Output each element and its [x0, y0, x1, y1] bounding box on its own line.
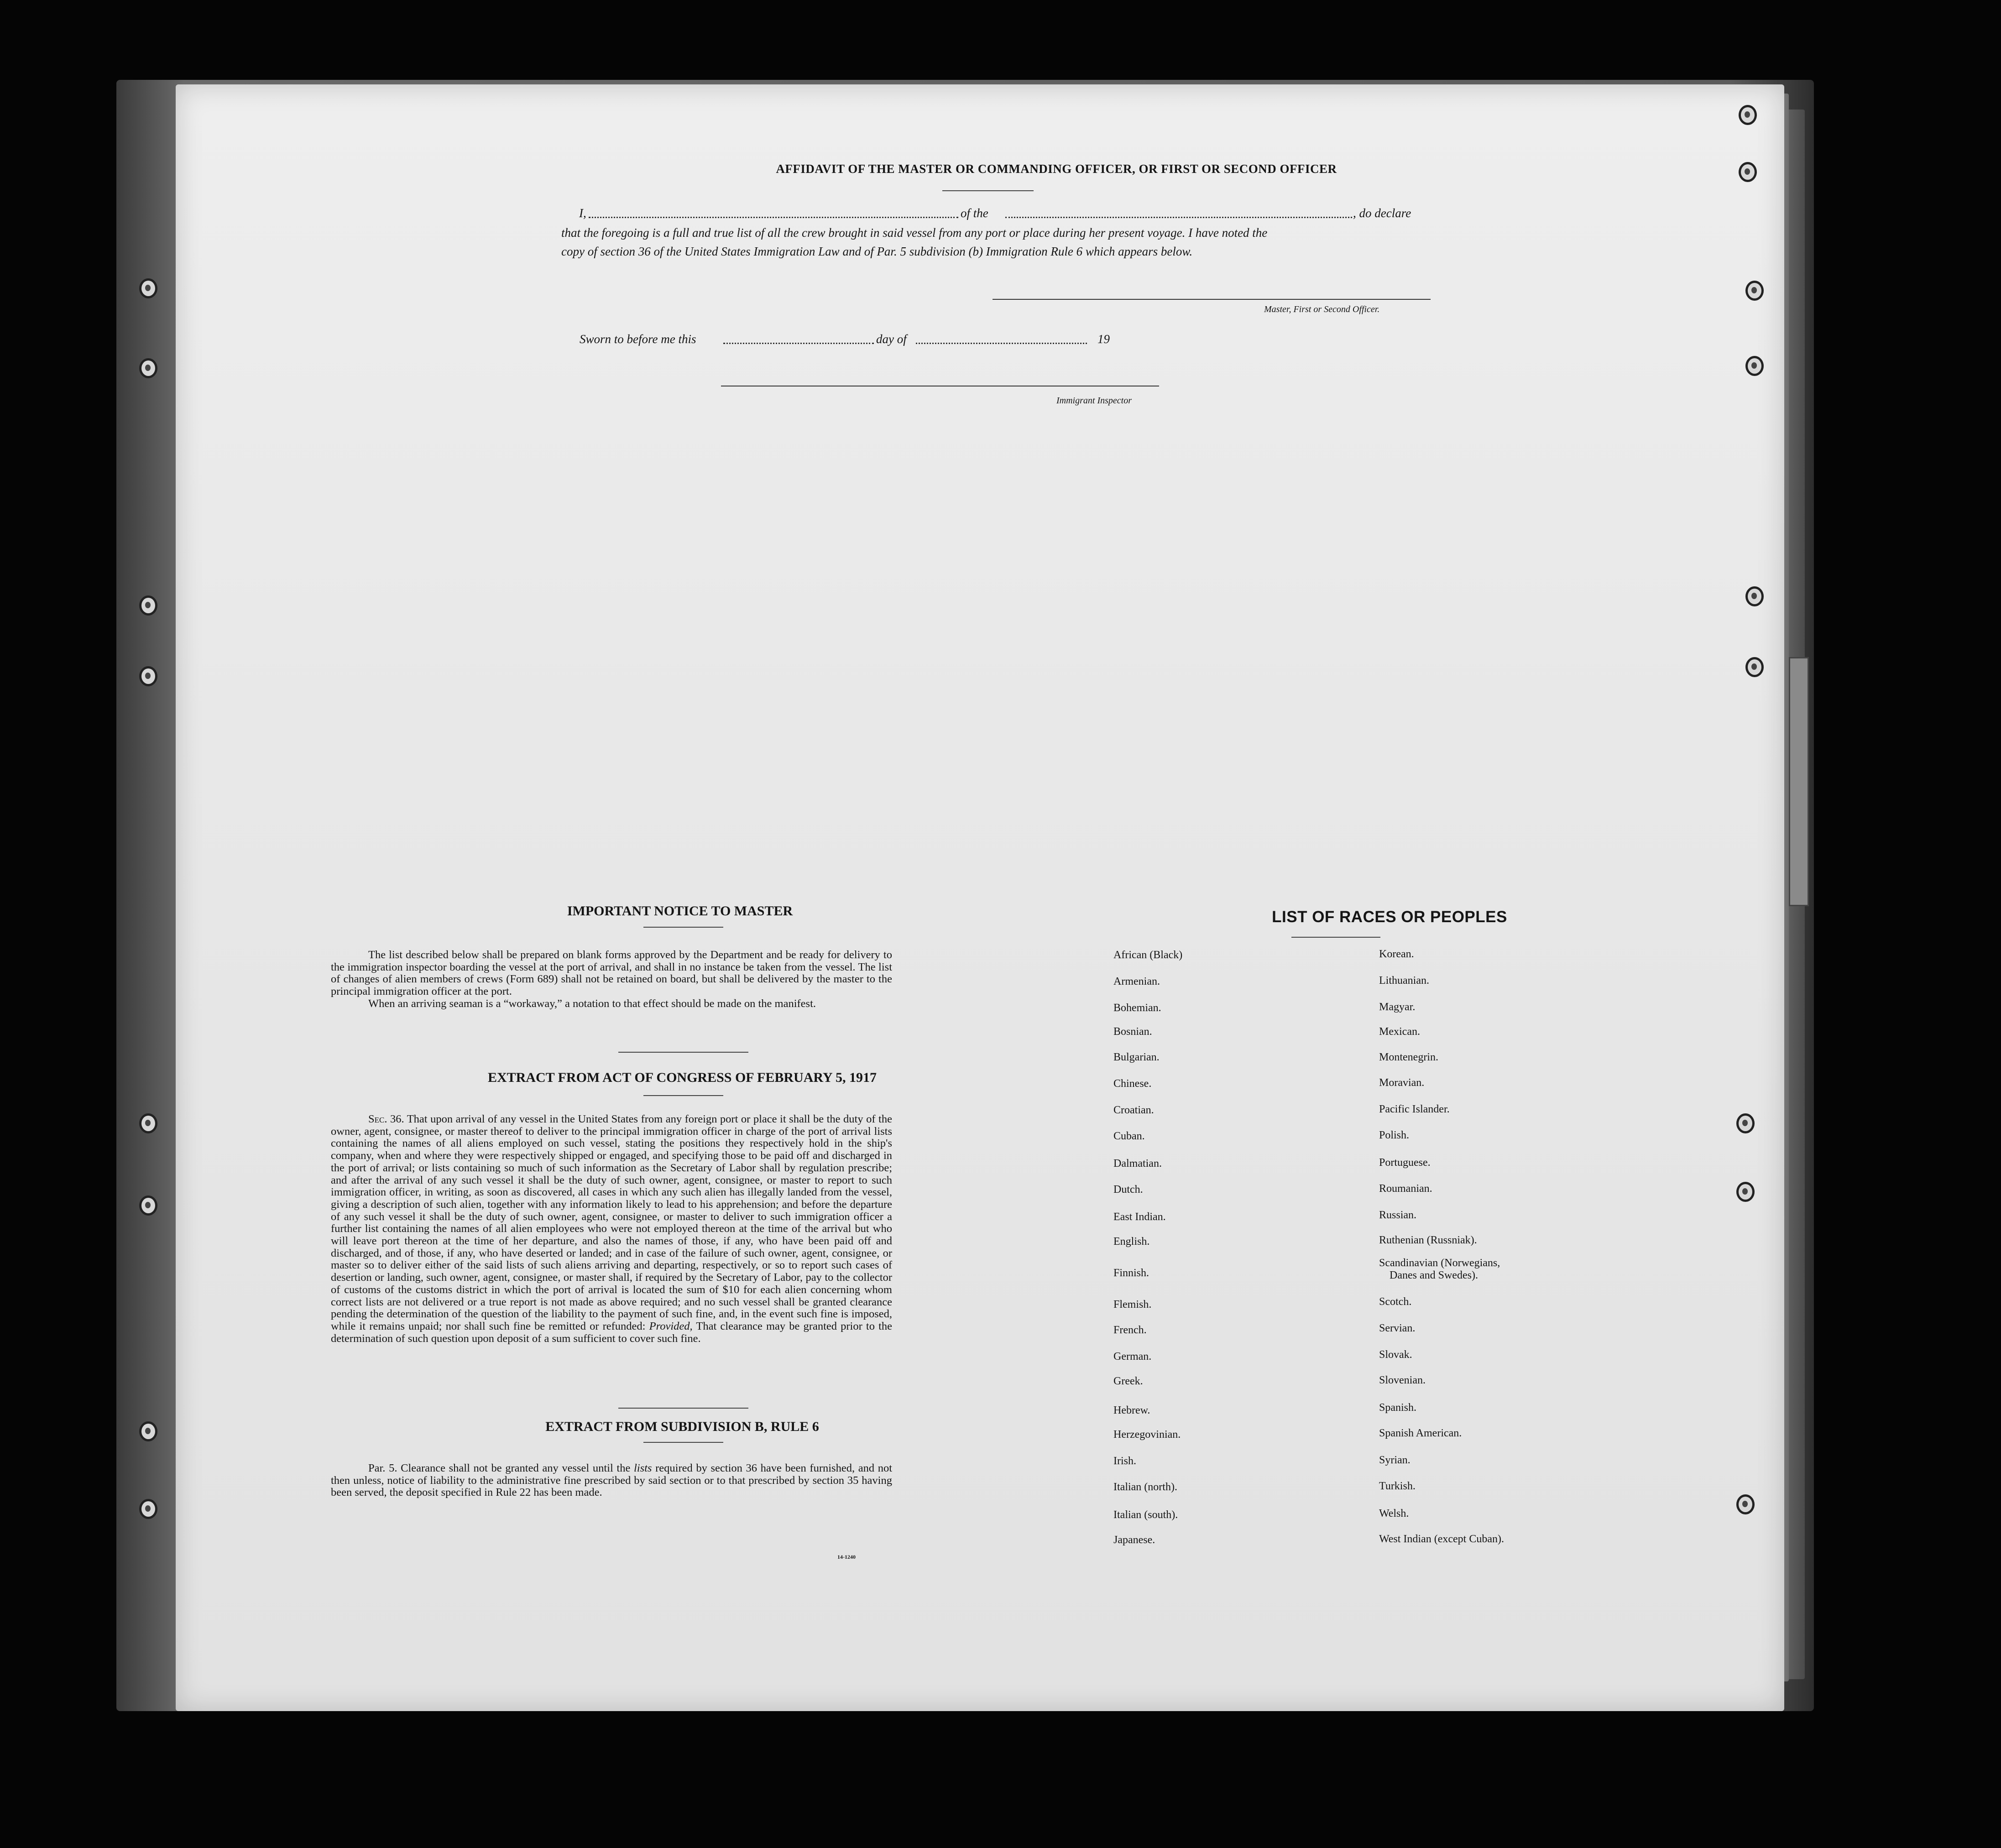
- races-title: LIST OF RACES OR PEOPLES: [1272, 908, 1507, 926]
- par-5-text: [331, 1462, 892, 1499]
- race-right-17: Slovenian.: [1379, 1374, 1426, 1386]
- section-36-end: That clearance may be granted prior to the determination of such question upon deposit of a sum sufficient to cover such fine.: [331, 1320, 893, 1345]
- binder-hole-icon: [1745, 657, 1764, 677]
- provided-word: Provided,: [649, 1320, 693, 1332]
- race-right-20: Syrian.: [1379, 1454, 1411, 1466]
- race-left-1: African (Black): [1113, 949, 1183, 961]
- race-left-21: Italian (north).: [1113, 1481, 1177, 1493]
- par-5-part-b: required by section 36 have been furnished, and not then unless, notice of liability to the administrative fine prescribed by said section or to that prescribed by section 35 having been served, the deposit specified in Rule 22 has been made.: [331, 1462, 893, 1499]
- section-divider: [618, 1408, 748, 1409]
- binder-hole-icon: [1739, 105, 1757, 125]
- section-36-body: That upon arrival of any vessel in the United States from any foreign port or place it shall be the duty of the owner, agent, consignee, or master thereof to deliver to the principal immigration officer in charge of the port of arrival lists containing the names of all aliens employed on such vessel, stating the positions they respectively hold in the ship's company, when and where they were respectively shipped or engaged, and specifying those to be paid off and discharged in the port of arrival; or lists containing so much of such information as the Secretary of Labor shall by regulation prescribe; and after the arrival of any such vessel it shall be the duty of such owner, agent, consignee, or master to report to such immigration officer, in writing, as soon as discovered, all cases in which any such alien has illegally landed from the vessel, giving a description of such alien, together with any information likely to lead to his apprehension; and before the departure of any such vessel it shall be the duty of such owner, agent, consignee, or master to deliver to such immigration officer a further list containing the names of all alien employees who were not employed thereon at the time of the arrival but who will leave port thereon at the time of her departure, and also the names of those, if any, who have been paid off and discharged, and of those, if any, who have deserted or landed; and in case of the failure of such owner, agent, consignee, or master so to deliver either of the said lists of such aliens arriving and departing, respectively, or so to report such cases of desertion or landing, such owner, agent, consignee, or master shall, if required by the Secretary of Labor, pay to the collector of customs of the customs district in which the port of arrival is located the sum of $10 for each alien concerning whom correct lists are not delivered or a true report is not made as above required; and no such vessel shall be granted clearance pending the determination of the question of the liability to the payment of such fine, and, in the event such fine is imposed, while it remains unpaid; nor shall such fine be remitted or refunded:: [331, 1113, 892, 1332]
- race-left-19: Herzegovinian.: [1113, 1429, 1181, 1441]
- binder-hole-icon: [139, 666, 157, 686]
- lists-word: lists: [633, 1462, 652, 1474]
- race-right-12: Ruthenian (Russniak).: [1379, 1234, 1477, 1246]
- binder-hole-icon: [1745, 281, 1764, 301]
- master-signature-label: Master, First or Second Officer.: [1264, 304, 1380, 314]
- notice-paragraph-2: When an arriving seaman is a “workaway,” a notation to that effect should be made on the manifest.: [368, 997, 816, 1010]
- binder-hole-icon: [1745, 356, 1764, 376]
- race-right-19: Spanish American.: [1379, 1427, 1462, 1439]
- binder-hole-icon: [139, 1499, 157, 1519]
- race-left-10: Dutch.: [1113, 1184, 1143, 1195]
- race-right-21: Turkish.: [1379, 1480, 1416, 1492]
- race-left-7: Croatian.: [1113, 1104, 1154, 1116]
- notice-section: [331, 949, 892, 1010]
- race-right-13-cont: Danes and Swedes).: [1390, 1269, 1478, 1281]
- binder-hole-icon: [139, 595, 157, 616]
- race-right-2: Lithuanian.: [1379, 975, 1429, 987]
- sworn-day-field[interactable]: [723, 343, 874, 344]
- binder-hole-icon: [1736, 1494, 1755, 1514]
- document-page: [176, 84, 1784, 1711]
- race-left-3: Bohemian.: [1113, 1002, 1161, 1014]
- race-left-20: Irish.: [1113, 1455, 1136, 1467]
- race-right-18: Spanish.: [1379, 1402, 1417, 1414]
- inspector-signature-label: Immigrant Inspector: [1056, 396, 1132, 406]
- race-right-6: Moravian.: [1379, 1077, 1425, 1089]
- binder-hole-icon: [139, 278, 157, 298]
- notice-divider: [643, 927, 723, 928]
- extract-divider: [643, 1095, 723, 1096]
- par-5-part-a: Par. 5. Clearance shall not be granted any vessel until the: [368, 1462, 631, 1474]
- race-right-10: Roumanian.: [1379, 1183, 1432, 1195]
- race-left-23: Japanese.: [1113, 1534, 1155, 1546]
- index-tab: [1789, 657, 1809, 906]
- race-left-6: Chinese.: [1113, 1078, 1152, 1090]
- race-left-4: Bosnian.: [1113, 1026, 1152, 1038]
- section-36-text: [331, 1113, 892, 1345]
- race-right-23: West Indian (except Cuban).: [1379, 1533, 1504, 1545]
- affidavit-title: AFFIDAVIT OF THE MASTER OR COMMANDING OFFICER, OR FIRST OR SECOND OFFICER: [776, 162, 1337, 176]
- section-label: Sec. 36.: [368, 1113, 404, 1125]
- race-left-12: English.: [1113, 1236, 1150, 1248]
- affidavit-body-line1: that the foregoing is a full and true list of all the crew brought in said vessel from any port or place during her present voyage. I have noted the: [561, 226, 1268, 240]
- race-right-14: Scotch.: [1379, 1296, 1412, 1308]
- race-right-16: Slovak.: [1379, 1349, 1412, 1361]
- year-label: 19: [1097, 332, 1110, 346]
- extract-rule-section: [331, 1462, 892, 1499]
- race-left-13: Finnish.: [1113, 1267, 1149, 1279]
- affidavit-of-the-label: of the: [961, 206, 988, 220]
- extract-act-title: EXTRACT FROM ACT OF CONGRESS OF FEBRUARY 5, 1917: [487, 1070, 877, 1085]
- binder-hole-icon: [1736, 1113, 1755, 1133]
- race-left-17: Greek.: [1113, 1375, 1143, 1387]
- form-number: 14-1240: [837, 1554, 856, 1560]
- master-name-field[interactable]: [589, 217, 958, 218]
- races-divider: [1291, 937, 1380, 938]
- race-right-4: Mexican.: [1379, 1026, 1420, 1038]
- race-right-13: Scandinavian (Norwegians,: [1379, 1257, 1500, 1269]
- rule-divider: [643, 1442, 723, 1443]
- notice-paragraph-1: The list described below shall be prepared on blank forms approved by the Department and be ready for delivery to the immigration inspector boarding the vessel at the port of arrival, and shall in no instance be taken from the vessel. The list of changes of alien members of crews (Form 689) shall not be retained on board, but shall be delivered by the master to the principal immigration officer at the port.: [331, 949, 892, 998]
- binder-hole-icon: [139, 1195, 157, 1216]
- race-left-14: Flemish.: [1113, 1299, 1152, 1310]
- race-right-7: Pacific Islander.: [1379, 1103, 1450, 1115]
- day-of-label: day of: [876, 332, 907, 346]
- binder-hole-icon: [139, 1113, 157, 1133]
- sworn-month-field[interactable]: [916, 343, 1087, 344]
- race-right-22: Welsh.: [1379, 1508, 1409, 1519]
- binder-hole-icon: [139, 358, 157, 378]
- race-right-5: Montenegrin.: [1379, 1051, 1438, 1063]
- race-left-18: Hebrew.: [1113, 1404, 1150, 1416]
- race-right-1: Korean.: [1379, 948, 1414, 960]
- extract-rule-title: EXTRACT FROM SUBDIVISION B, RULE 6: [545, 1419, 819, 1434]
- race-right-3: Magyar.: [1379, 1001, 1416, 1013]
- race-right-9: Portuguese.: [1379, 1157, 1431, 1169]
- binder-hole-icon: [139, 1421, 157, 1441]
- race-left-15: French.: [1113, 1324, 1147, 1336]
- master-signature-line[interactable]: [993, 299, 1431, 300]
- extract-act-section: [331, 1113, 892, 1345]
- race-left-8: Cuban.: [1113, 1130, 1145, 1142]
- race-right-11: Russian.: [1379, 1209, 1417, 1221]
- notice-title: IMPORTANT NOTICE TO MASTER: [567, 903, 793, 919]
- race-left-11: East Indian.: [1113, 1211, 1166, 1223]
- race-right-15: Servian.: [1379, 1322, 1416, 1334]
- affidavit-body-line2: copy of section 36 of the United States Immigration Law and of Par. 5 subdivision (b) Immigration Rule 6 which appears below.: [561, 245, 1193, 258]
- affidavit-i-label: I,: [579, 206, 586, 220]
- sworn-label: Sworn to before me this: [580, 332, 696, 346]
- binder-hole-icon: [1745, 586, 1764, 606]
- section-divider: [618, 1052, 748, 1053]
- vessel-name-field[interactable]: [1005, 217, 1352, 218]
- race-right-8: Polish.: [1379, 1129, 1410, 1141]
- binder-hole-icon: [1736, 1182, 1755, 1202]
- race-left-5: Bulgarian.: [1113, 1051, 1160, 1063]
- race-left-2: Armenian.: [1113, 976, 1160, 987]
- title-divider: [942, 190, 1034, 191]
- affidavit-do-declare: , do declare: [1353, 206, 1411, 220]
- race-left-9: Dalmatian.: [1113, 1158, 1162, 1169]
- race-left-22: Italian (south).: [1113, 1509, 1178, 1521]
- binder-hole-icon: [1739, 162, 1757, 182]
- race-left-16: German.: [1113, 1351, 1152, 1363]
